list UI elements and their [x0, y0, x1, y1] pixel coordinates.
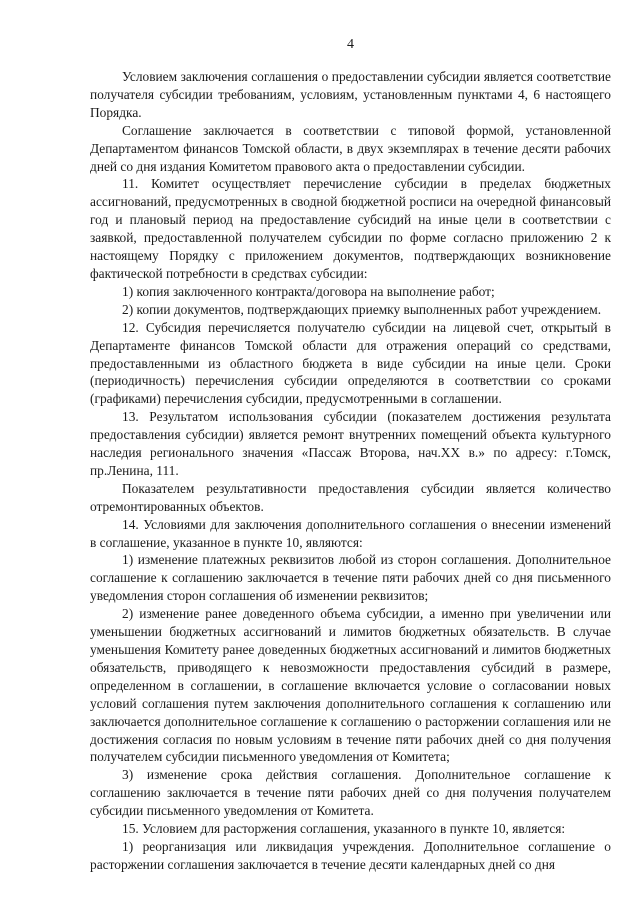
paragraph-15: 15. Условием для расторжения соглашения, указанного в пункте 10, является:	[122, 821, 566, 837]
paragraph-14-item-3: 3) изменение срока действия соглашения. Дополнительное соглашение к соглашению заключается в течение пяти рабочих дней со дня получения получателем субсидии письменного уведомления от Комитета.	[90, 767, 611, 819]
page-number: 4	[347, 37, 354, 52]
document-page	[90, 36, 611, 874]
paragraph-agreement-form: Соглашение заключается в соответствии с типовой формой, установленной Департаментом финансов Томской области, в двух экземплярах в течение десяти рабочих дней со дня издания Комитетом правового акта о предоставлении субсидии.	[90, 122, 611, 174]
paragraph-12: 12. Субсидия перечисляется получателю субсидии на лицевой счет, открытый в Департаменте финансов Томской области для отражения операций со средствами, предоставленными из областного бюджета в виде субсидии на иные цели. Сроки (периодичность) перечисления субсидии определяются в соответствии со сроками (графиками) перечисления субсидии, предусмотренными в соглашении.	[90, 319, 611, 407]
paragraph-agreement-condition: Условием заключения соглашения о предоставлении субсидии является соответствие получателя субсидии требованиям, условиям, установленным пунктами 4, 6 настоящего Порядка.	[90, 69, 611, 120]
paragraph-14-item-2: 2) изменение ранее доведенного объема субсидии, а именно при увеличении или уменьшении бюджетных ассигнований и лимитов бюджетных обязательств. В случае уменьшения Комитету ранее доведенных бюджетных ассигнований и лимитов бюджетных обязательств, приводящего к невозможности предоставления субсидий в размере, определенном в соглашении, в соглашение включается условие о согласовании новых условий соглашения путем заключения дополнительного соглашения к соглашению или заключается дополнительное соглашение к соглашению о расторжении соглашения или не достижения согласия по новым условиям в течение пяти рабочих дней со дня получения получателем субсидии письменного уведомления от Комитета;	[90, 606, 611, 765]
paragraph-14-item-1: 1) изменение платежных реквизитов любой из сторон соглашения. Дополнительное соглашение к соглашению заключается в течение пяти рабочих дней со дня письменного уведомления сторон соглашения об изменении реквизитов;	[90, 552, 611, 604]
paragraph-11: 11. Комитет осуществляет перечисление субсидии в пределах бюджетных ассигнований, предусмотренных в сводной бюджетной росписи на очередной финансовый год и плановый период на предоставление субсидий на иные цели в соответствии с заявкой, предоставленной получателем субсидии по форме согласно приложению 2 к настоящему Порядку с приложением документов, подтверждающих возникновение фактической потребности в средствах субсидии:	[90, 176, 611, 281]
paragraph-11-item-1: 1) копия заключенного контракта/договора на выполнение работ;	[122, 283, 495, 299]
paragraph-14: 14. Условиями для заключения дополнительного соглашения о внесении изменений в соглашение, указанное в пункте 10, являются:	[90, 516, 611, 550]
paragraph-11-item-2: 2) копии документов, подтверждающих приемку выполненных работ учреждением.	[122, 301, 602, 317]
paragraph-15-item-1: 1) реорганизация или ликвидация учреждения. Дополнительное соглашение о расторжении соглашения заключается в течение десяти календарных дней со дня	[90, 838, 611, 872]
paragraph-13: 13. Результатом использования субсидии (показателем достижения результата предоставления субсидии) является ремонт внутренних помещений объекта культурного наследия регионального значения «Пассаж Второва, нач.XX в.» по адресу: г.Томск, пр.Ленина, 111.	[90, 409, 611, 478]
paragraph-13-indicator: Показателем результативности предоставления субсидии является количество отремонтированных объектов.	[90, 480, 611, 514]
